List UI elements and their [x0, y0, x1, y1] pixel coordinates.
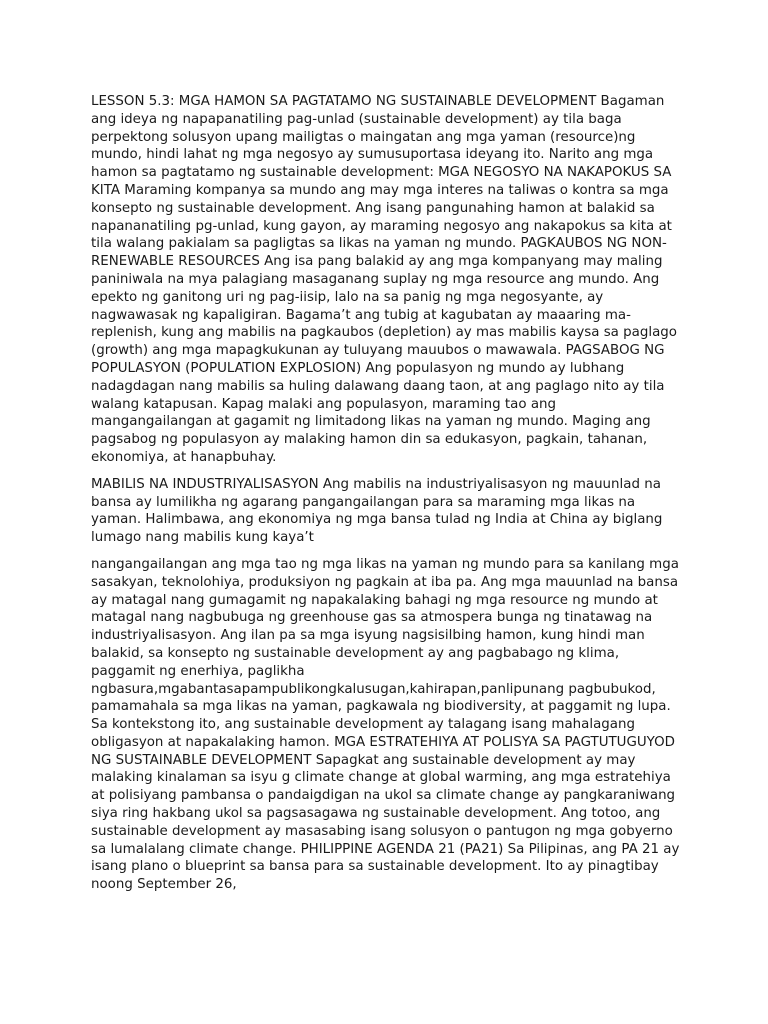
paragraph-industrialization: MABILIS NA INDUSTRIYALISASYON Ang mabilis na industriyalisasyon ng mauunlad na bansa ay lumilikha ng agarang pangangailangan para sa maraming mga likas na yaman. Halimbawa, ang ekonomiya ng mga bansa tulad ng India at China ay biglang lumago nang mabilis kung kaya’t: [91, 476, 663, 546]
paragraph-strategies: nangangailangan ang mga tao ng mga likas na yaman ng mundo para sa kanilang mga sasakyan, teknolohiya, produksiyon ng pagkain at iba pa. Ang mga mauunlad na bansa ay matagal nang gumagamit ng napakalaking bahagi ng mga resource ng mundo at matagal nang nagbubuga ng greenhouse gas sa atmospera bunga ng tinatawag na industriyalisasyon. Ang ilan pa sa mga isyung nagsisilbing hamon, kung hindi man balakid, sa konsepto ng sustainable development ay ang pagbabago ng klima, paggamit ng enerhiya, paglikha ngbasura,mgabantasapampublikongkalusugan,kahirapan,panlipunang pagbubukod, pamamahala sa mga likas na yaman, pagkawala ng biodiversity, at paggamit ng lupa. Sa kontekstong ito, ang sustainable development ay talagang isang mahalagang obligasyon at napakalaking hamon. MGA ESTRATEHIYA AT POLISYA SA PAGTUTUGUYOD NG SUSTAINABLE DEVELOPMENT Sapagkat ang sustainable development ay may malaking kinalaman sa isyu g climate change at global warming, ang mga estratehiya at polisiyang pambansa o pandaigdigan na ukol sa climate change ay pangkaraniwang siya ring hakbang ukol sa pagsasagawa ng sustainable development. Ang totoo, ang sustainable development ay masasabing isang solusyon o pantugon ng mga gobyerno sa lumalalang climate change. PHILIPPINE AGENDA 21 (PA21) Sa Pilipinas, ang PA 21 ay isang plano o blueprint sa bansa para sa sustainable development. Ito ay pinagtibay noong September 26,: [91, 556, 680, 893]
document-page: [91, 93, 681, 894]
paragraph-lesson-intro: LESSON 5.3: MGA HAMON SA PAGTATAMO NG SUSTAINABLE DEVELOPMENT Bagaman ang ideya ng napapanatiling pag-unlad (sustainable development) ay tila baga perpektong solusyon upang mailigtas o maingatan ang mga yaman (resource)ng mundo, hindi lahat ng mga negosyo ay sumusuportasa ideyang ito. Narito ang mga hamon sa pagtatamo ng sustainable development: MGA NEGOSYO NA NAKAPOKUS SA KITA Maraming kompanya sa mundo ang may mga interes na taliwas o kontra sa mga konsepto ng sustainable development. Ang isang pangunahing hamon at balakid sa napananatiling pg-unlad, kung gayon, ay maraming negosyo ang nakapokus sa kita at tila walang pakialam sa pagligtas sa likas na yaman ng mundo. PAGKAUBOS NG NON-RENEWABLE RESOURCES Ang isa pang balakid ay ang mga kompanyang may maling paniniwala na mya palagiang masaganang suplay ng mga resource ang mundo. Ang epekto ng ganitong uri ng pag-iisip, lalo na sa panig ng mga negosyante, ay nagwawasak ng kapaligiran. Bagama’t ang tubig at kagubatan ay maaaring ma-replenish, kung ang mabilis na pagkaubos (depletion) ay mas mabilis kaysa sa paglago (growth) ang mga mapagkukunan ay tuluyang mauubos o mawawala. PAGSABOG NG POPULASYON (POPULATION EXPLOSION) Ang populasyon ng mundo ay lubhang nadagdagan nang mabilis sa huling dalawang daang taon, at ang paglago nito ay tila walang katapusan. Kapag malaki ang populasyon, maraming tao ang mangangailangan at gagamit ng limitadong likas na yaman ng mundo. Maging ang pagsabog ng populasyon ay malaking hamon din sa edukasyon, pagkain, tahanan, ekonomiya, at hanapbuhay.: [91, 94, 677, 465]
